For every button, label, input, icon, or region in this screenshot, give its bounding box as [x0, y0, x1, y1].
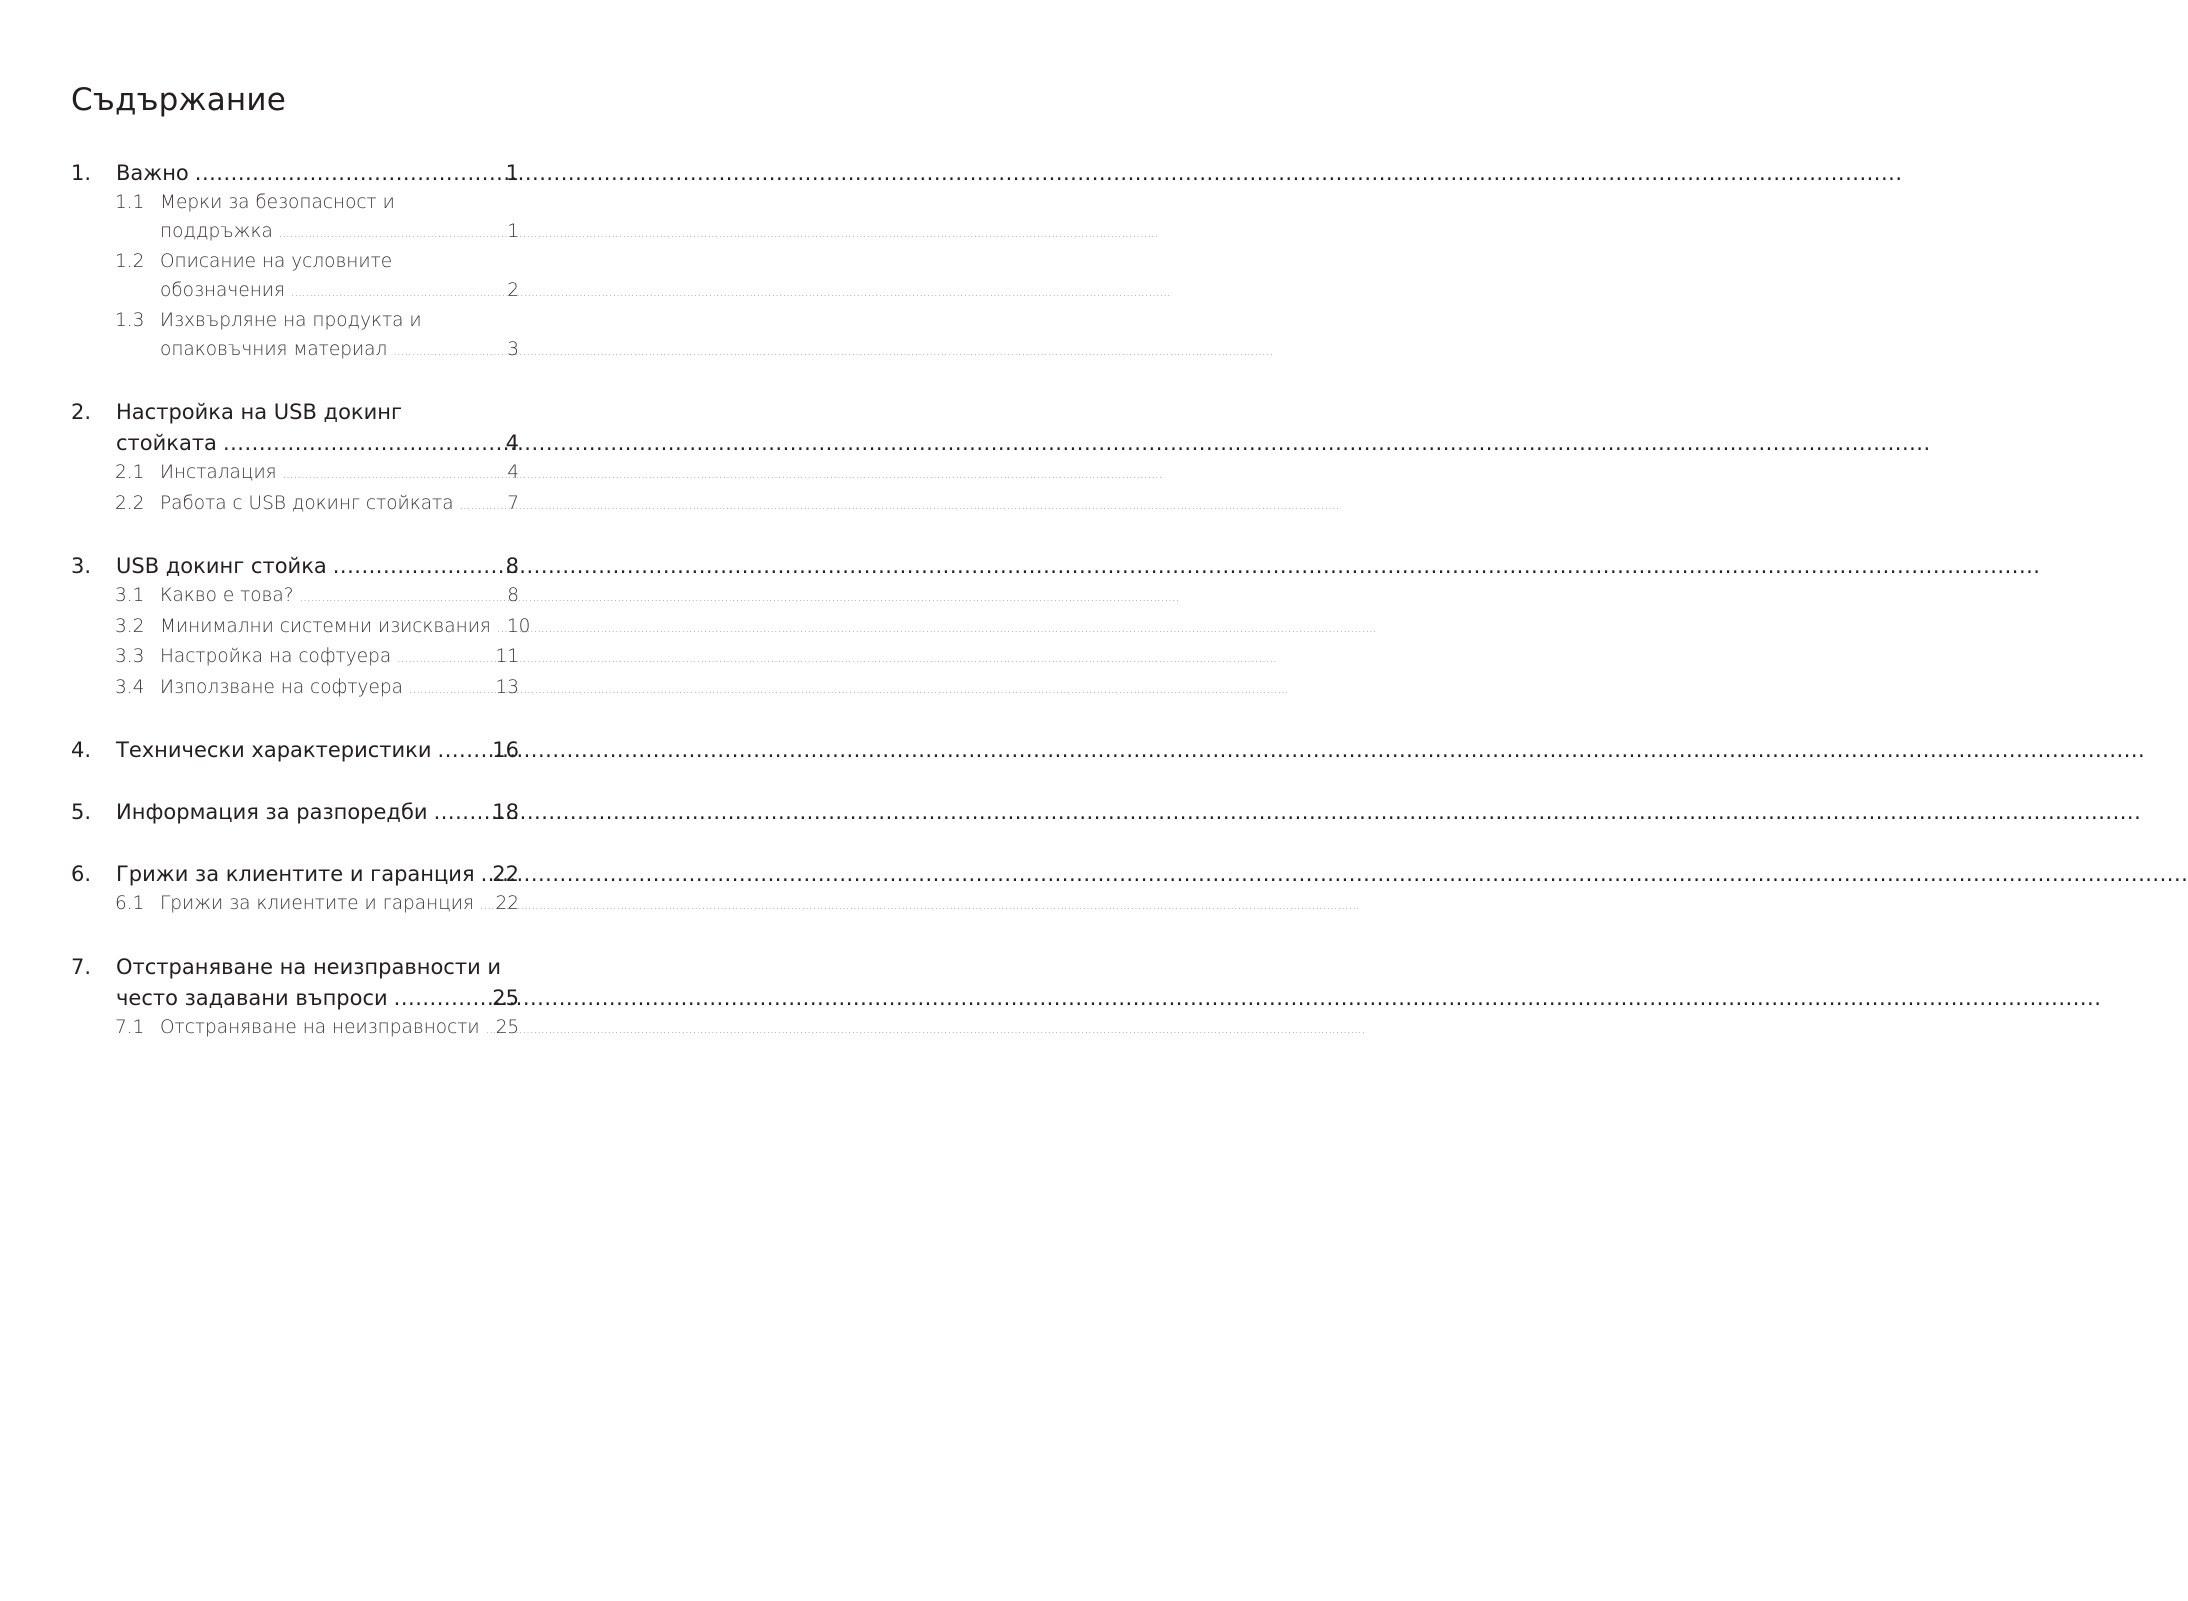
dot-leader [195, 158, 504, 189]
toc-entry[interactable] [71, 551, 519, 582]
subentry-title: поддръжка [160, 220, 273, 242]
toc-entry[interactable] [71, 397, 519, 459]
subentry-title: обозначения [160, 279, 285, 301]
subentry-title: Работа с USB докинг стойката [160, 492, 454, 514]
page-number: 4 [505, 431, 519, 455]
page-number: 8 [505, 554, 519, 578]
dot-leader [223, 428, 504, 459]
subentry-number: 2.1 [115, 462, 145, 483]
subentry-number: 2.2 [115, 492, 145, 514]
page-number: 4 [507, 462, 519, 483]
subentry-title: Инсталация [160, 462, 277, 483]
page-number: 22 [495, 893, 519, 914]
dot-leader [333, 551, 504, 582]
entry-number: 6. [71, 862, 92, 886]
subentry-title-line: Изхвърляне на продукта и [160, 310, 422, 331]
toc-section [71, 859, 519, 921]
toc-subentry[interactable] [71, 613, 531, 644]
subentry-number: 6.1 [115, 893, 145, 914]
toc-entry[interactable] [71, 952, 519, 1014]
entry-title-line: Настройка на USB докинг [116, 400, 403, 424]
entry-number: 1. [71, 161, 92, 185]
subentry-number: 1.3 [115, 310, 145, 331]
dot-leader [486, 1016, 494, 1045]
entry-number: 5. [71, 800, 92, 824]
page-number: 11 [495, 646, 519, 667]
dot-leader [279, 220, 505, 249]
dot-leader [283, 461, 506, 490]
entry-title-line: Отстраняване на неизправности и [116, 954, 502, 979]
toc-section [71, 952, 519, 1045]
toc-subentry[interactable] [71, 890, 519, 921]
toc-subentry[interactable] [71, 307, 519, 366]
toc-section [71, 158, 519, 366]
page-number: 10 [506, 615, 531, 637]
subentry-title: Използване на софтуера [160, 676, 403, 698]
page-number: 1 [505, 161, 519, 185]
entry-title: Важно [116, 161, 189, 185]
subentry-title: Грижи за клиентите и гаранция [160, 893, 474, 914]
page-number: 3 [507, 338, 519, 360]
toc-entry[interactable] [71, 797, 519, 828]
page-number: 18 [492, 800, 519, 824]
toc-subentry[interactable] [71, 1014, 519, 1045]
entry-title: често задавани въпроси [116, 985, 388, 1010]
toc-section [71, 397, 519, 520]
subentry-number: 3.2 [115, 615, 145, 637]
toc-subentry[interactable] [71, 459, 519, 490]
page-number: 2 [507, 279, 519, 301]
entry-number: 3. [71, 554, 92, 578]
dot-leader [438, 735, 491, 766]
subentry-title: Минимални системни изисквания [160, 615, 491, 637]
entry-title: Технически характеристики [116, 738, 432, 762]
toc-subentry[interactable] [71, 189, 519, 248]
toc-subentry[interactable] [71, 582, 519, 613]
subentry-number: 3.1 [115, 585, 145, 606]
dot-leader [300, 584, 506, 613]
entry-title: Грижи за клиентите и гаранция [116, 862, 475, 886]
page-number: 25 [492, 985, 519, 1010]
dot-leader [481, 859, 491, 890]
dot-leader [434, 797, 491, 828]
subentry-title-line: Мерки за безопасност и [160, 192, 395, 213]
subentry-number: 1.2 [115, 251, 145, 272]
dot-leader [394, 983, 491, 1014]
subentry-title: Настройка на софтуера [160, 646, 392, 667]
entry-title: стойката [116, 431, 217, 455]
page-title: Съдържание [71, 82, 286, 118]
toc-subentry[interactable] [71, 643, 519, 674]
entry-title: Информация за разпоредби [116, 800, 428, 824]
toc-subentry[interactable] [71, 248, 519, 307]
entry-number: 4. [71, 738, 92, 762]
page-number: 16 [492, 738, 519, 762]
subentry-number: 7.1 [115, 1016, 145, 1038]
page-number: 8 [507, 585, 519, 606]
entry-number: 7. [71, 954, 92, 979]
subentry-title: опаковъчния материал [160, 338, 388, 360]
subentry-number: 3.3 [115, 646, 145, 667]
toc-subentry[interactable] [71, 490, 519, 521]
toc-section [71, 797, 519, 828]
dot-leader [480, 892, 494, 921]
dot-leader [409, 676, 494, 705]
toc-section [71, 551, 531, 704]
toc-entry[interactable] [71, 859, 519, 890]
entry-title: USB докинг стойка [116, 554, 327, 578]
subentry-title: Отстраняване на неизправности [160, 1016, 480, 1038]
subentry-number: 3.4 [115, 676, 145, 698]
page-number: 1 [507, 220, 519, 242]
page-number: 13 [495, 676, 519, 698]
dot-leader [291, 279, 505, 308]
toc-section [71, 735, 519, 766]
dot-leader [393, 338, 505, 367]
table-of-contents [71, 158, 531, 1075]
page-number: 22 [492, 862, 519, 886]
toc-subentry[interactable] [71, 674, 519, 705]
page-number: 25 [495, 1016, 520, 1038]
subentry-title-line: Описание на условните [160, 251, 393, 272]
toc-entry[interactable] [71, 735, 519, 766]
dot-leader [397, 645, 493, 674]
dot-leader [497, 615, 505, 644]
subentry-title: Какво е това? [160, 585, 294, 606]
entry-number: 2. [71, 400, 92, 424]
dot-leader [460, 492, 506, 521]
subentry-number: 1.1 [115, 192, 145, 213]
toc-entry[interactable] [71, 158, 519, 189]
page-number: 7 [507, 492, 519, 514]
